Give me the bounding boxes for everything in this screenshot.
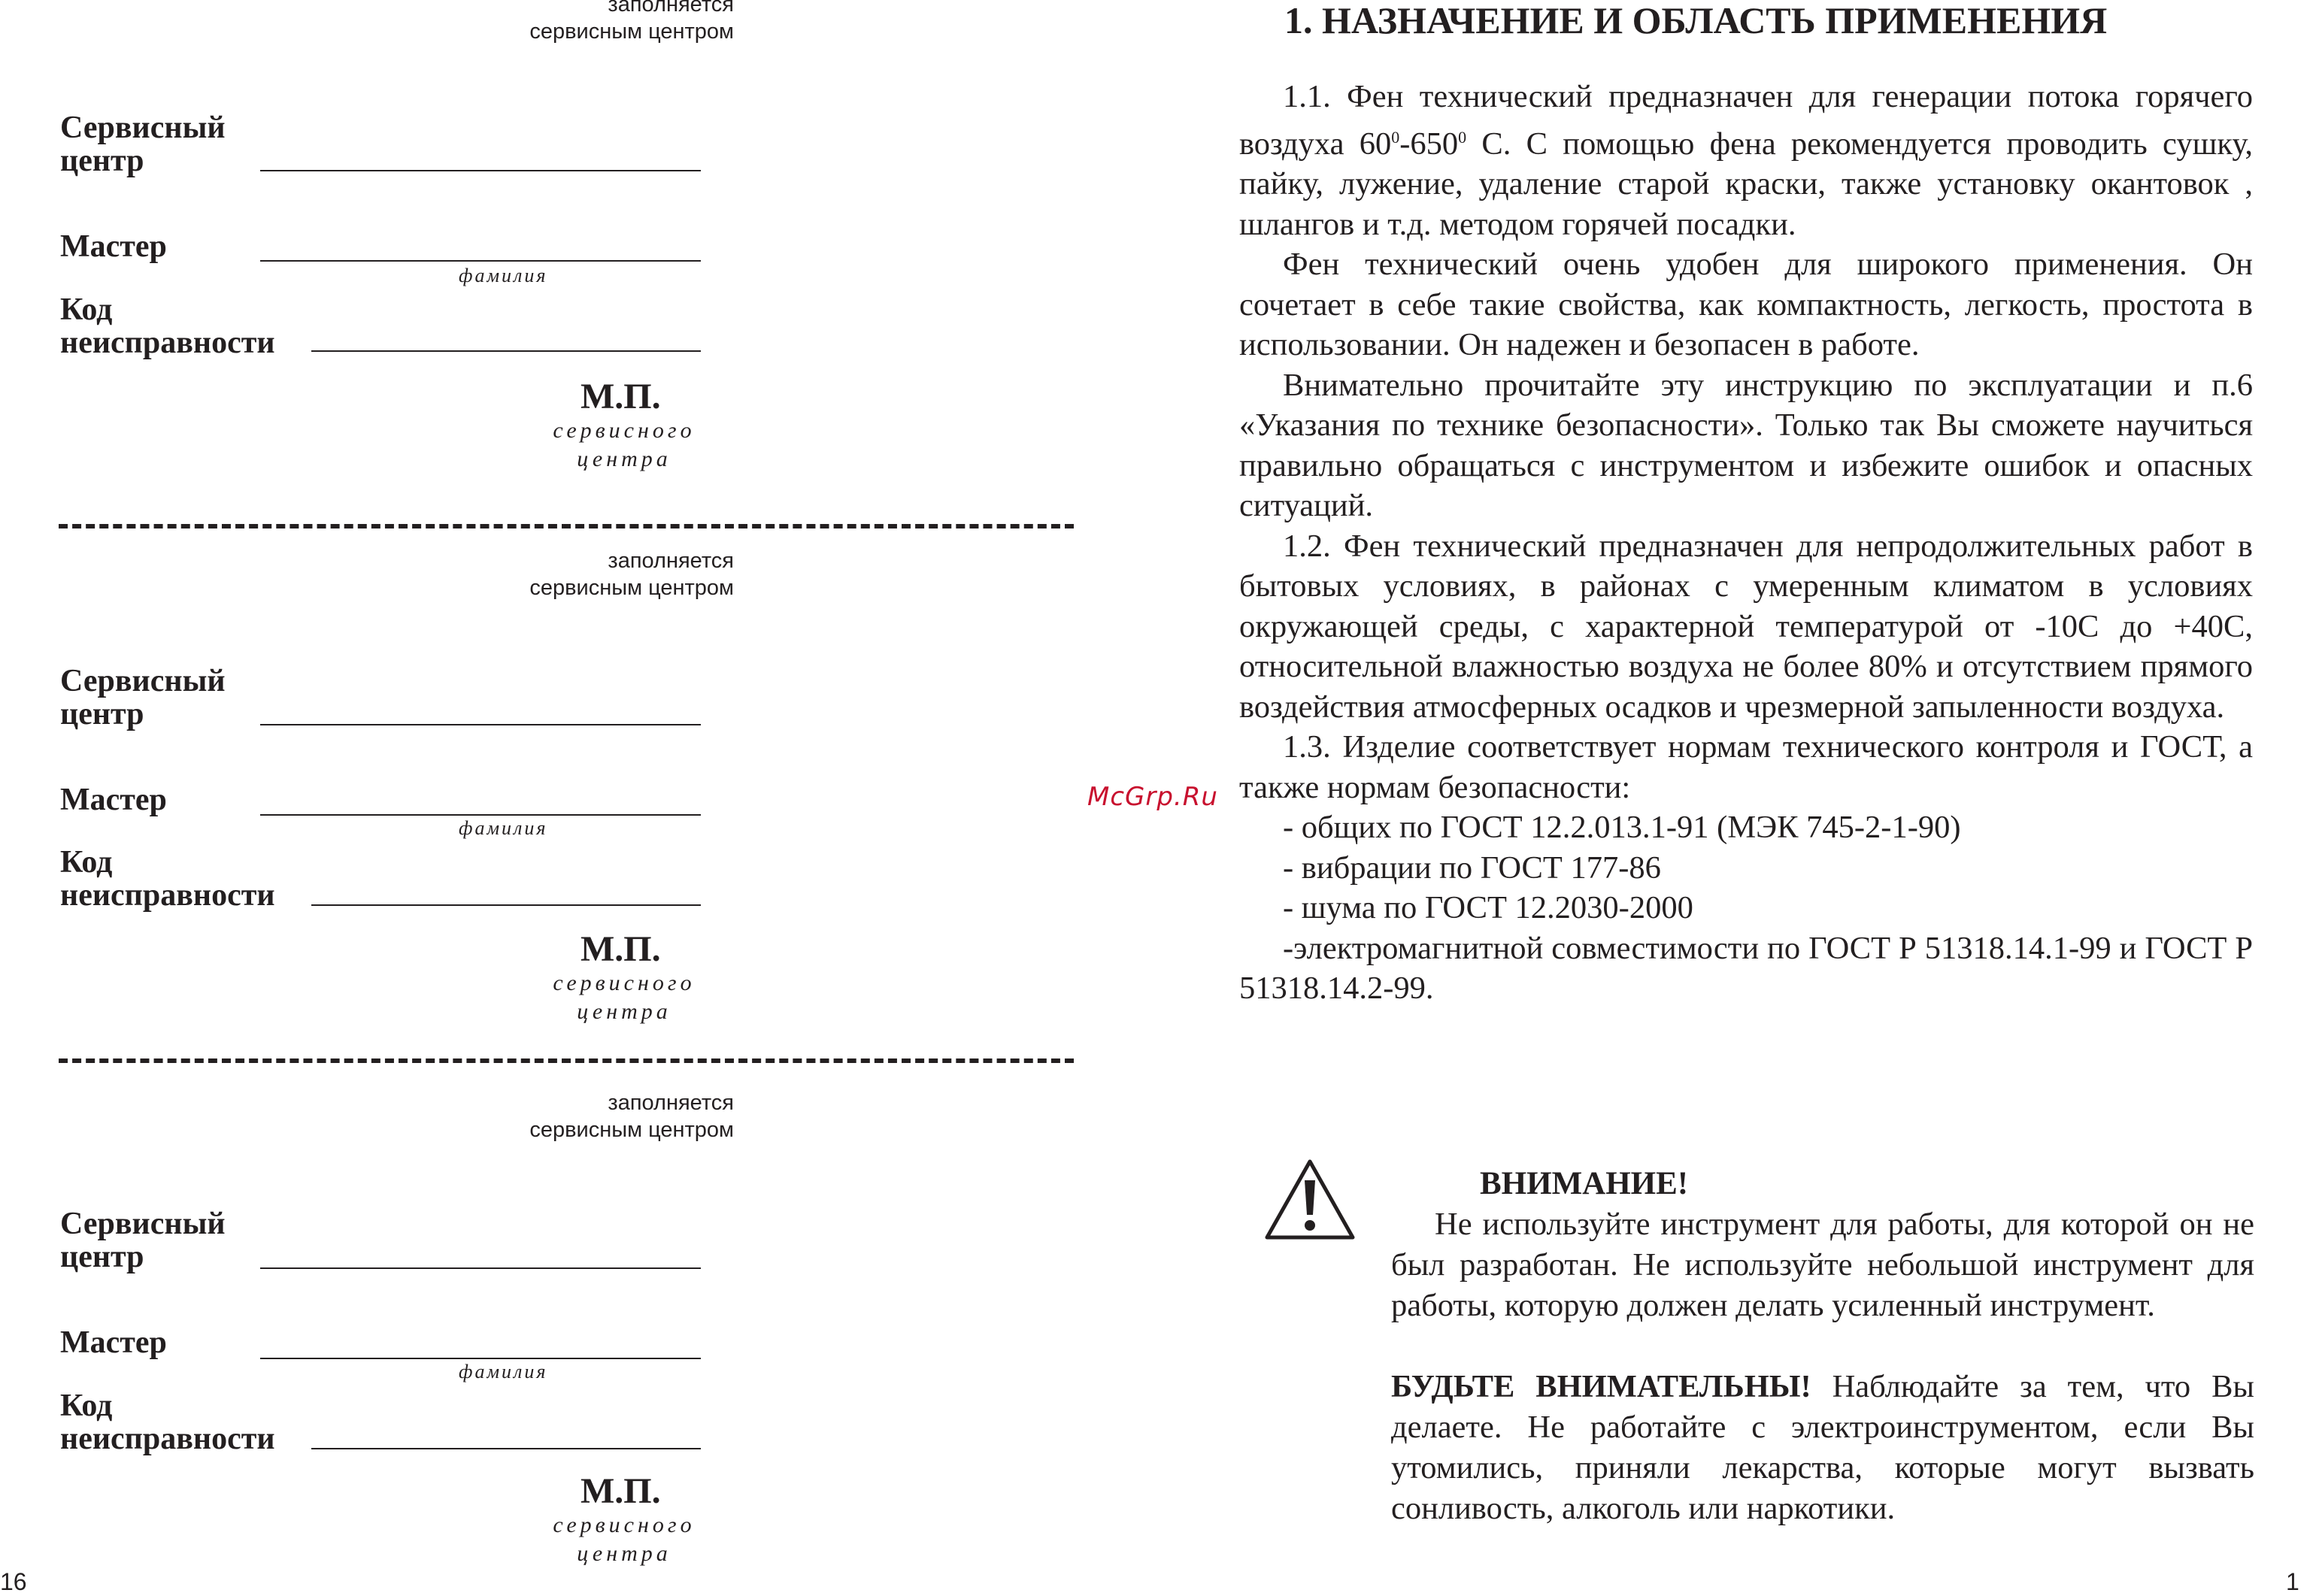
stamp-subtitle-2: центра <box>577 1541 671 1566</box>
defect-code-label: Код неисправности <box>60 292 275 360</box>
master-label: Мастер <box>60 1325 167 1360</box>
surname-caption: фамилия <box>459 817 548 839</box>
section-body <box>1239 77 2253 1009</box>
page-number-right: 1 <box>2286 1568 2299 1595</box>
service-center-label: Сервисный центр <box>60 111 226 178</box>
stamp-title: М.П. <box>581 929 661 969</box>
service-center-field[interactable] <box>260 170 701 171</box>
master-label: Мастер <box>60 229 167 264</box>
warning-block <box>1391 1164 2254 1529</box>
defect-code-label: Код неисправности <box>60 845 275 913</box>
section-heading: 1. НАЗНАЧЕНИЕ И ОБЛАСТЬ ПРИМЕНЕНИЯ <box>1284 0 2108 41</box>
surname-caption: фамилия <box>459 265 548 286</box>
warning-text: Не используйте инструмент для работы, для которой он не был разработан. Не используйте небольшой инструмент для работы, которую должен делать усиленный инструмент. <box>1391 1207 2254 1323</box>
stamp-subtitle-1: сервисного <box>553 971 696 995</box>
stamp-subtitle-2: центра <box>577 999 671 1024</box>
service-center-field[interactable] <box>260 724 701 725</box>
master-field[interactable] <box>260 1358 701 1359</box>
paragraph-1-2: 1.2. Фен технический предназначен для непродолжительных работ в бытовых условиях, в районах с умеренным климатом в условиях окружающей среды, с характерной температурой от -10С до +40С, относительной влажностью воздуха не более 80% и отсутствием прямого воздействия атмосферных осадков и чрезмерной запыленности воздуха. <box>1239 528 2253 725</box>
surname-caption: фамилия <box>459 1361 548 1382</box>
caution-bold: БУДЬТЕ ВНИМАТЕЛЬНЫ! <box>1391 1369 1811 1404</box>
list-item: -электромагнитной совместимости по ГОСТ Р 51318.14.1-99 и ГОСТ Р 51318.14.2-99. <box>1239 930 2253 1007</box>
defect-code-field[interactable] <box>311 904 701 906</box>
list-item: - вибрации по ГОСТ 177-86 <box>1283 849 1661 886</box>
master-label: Мастер <box>60 783 167 817</box>
paragraph-1-3: 1.3. Изделие соответствует нормам технического контроля и ГОСТ, а также нормам безопасности: <box>1239 729 2253 805</box>
list-item: - шума по ГОСТ 12.2030-2000 <box>1283 890 1693 926</box>
watermark: McGrp.Ru <box>1087 782 1218 812</box>
warning-triangle-icon <box>1263 1158 1357 1242</box>
stamp-subtitle-2: центра <box>577 447 671 471</box>
stamp-title: М.П. <box>581 377 661 416</box>
defect-code-field[interactable] <box>311 1448 701 1449</box>
service-center-label: Сервисный центр <box>60 1207 226 1274</box>
defect-code-label: Код неисправности <box>60 1389 275 1456</box>
cut-line-1 <box>59 524 1074 528</box>
page-number-left: 16 <box>0 1568 27 1595</box>
paragraph-2: Фен технический очень удобен для широкого применения. Он сочетает в себе такие свойства, как компактность, легкость, простота в использовании. Он надежен и безопасен в работе. <box>1239 247 2253 363</box>
list-item: - общих по ГОСТ 12.2.013.1-91 (МЭК 745-2-1-90) <box>1283 810 1961 846</box>
master-field[interactable] <box>260 260 701 262</box>
stamp-subtitle-1: сервисного <box>553 1513 696 1537</box>
paragraph-1-1: 1.1. Фен технический предназначен для генерации потока горячего воздуха $60^0-650^0$ С. С помощью фена рекомендуется проводить сушку, пайку, лужение, удаление старой краски, также установку окантовок , шлангов и т.д. методом горячей посадки. <box>1239 79 2253 242</box>
fill-note: заполняется сервисным центром <box>529 0 734 44</box>
fill-note: заполняется сервисным центром <box>529 549 734 600</box>
paragraph-3: Внимательно прочитайте эту инструкцию по эксплуатации и п.6 «Указания по технике безопасности». Только так Вы сможете научиться правильно обращаться с инструментом и избежите ошибок и опасных ситуаций. <box>1239 367 2253 524</box>
fill-note: заполняется сервисным центром <box>529 1091 734 1142</box>
cut-line-2 <box>59 1058 1074 1063</box>
warning-title: ВНИМАНИЕ! <box>1480 1166 1689 1201</box>
stamp-subtitle-1: сервисного <box>553 418 696 443</box>
master-field[interactable] <box>260 814 701 816</box>
service-center-label: Сервисный центр <box>60 664 226 731</box>
service-center-field[interactable] <box>260 1267 701 1269</box>
defect-code-field[interactable] <box>311 350 701 352</box>
caution-text: БУДЬТЕ ВНИМАТЕЛЬНЫ! Наблюдайте за тем, что Вы делаете. Не работайте с электроинструментом, если Вы утомились, приняли лекарства, которые могут вызвать сонливость, алкоголь или наркотики. <box>1391 1369 2254 1526</box>
stamp-title: М.П. <box>581 1471 661 1511</box>
